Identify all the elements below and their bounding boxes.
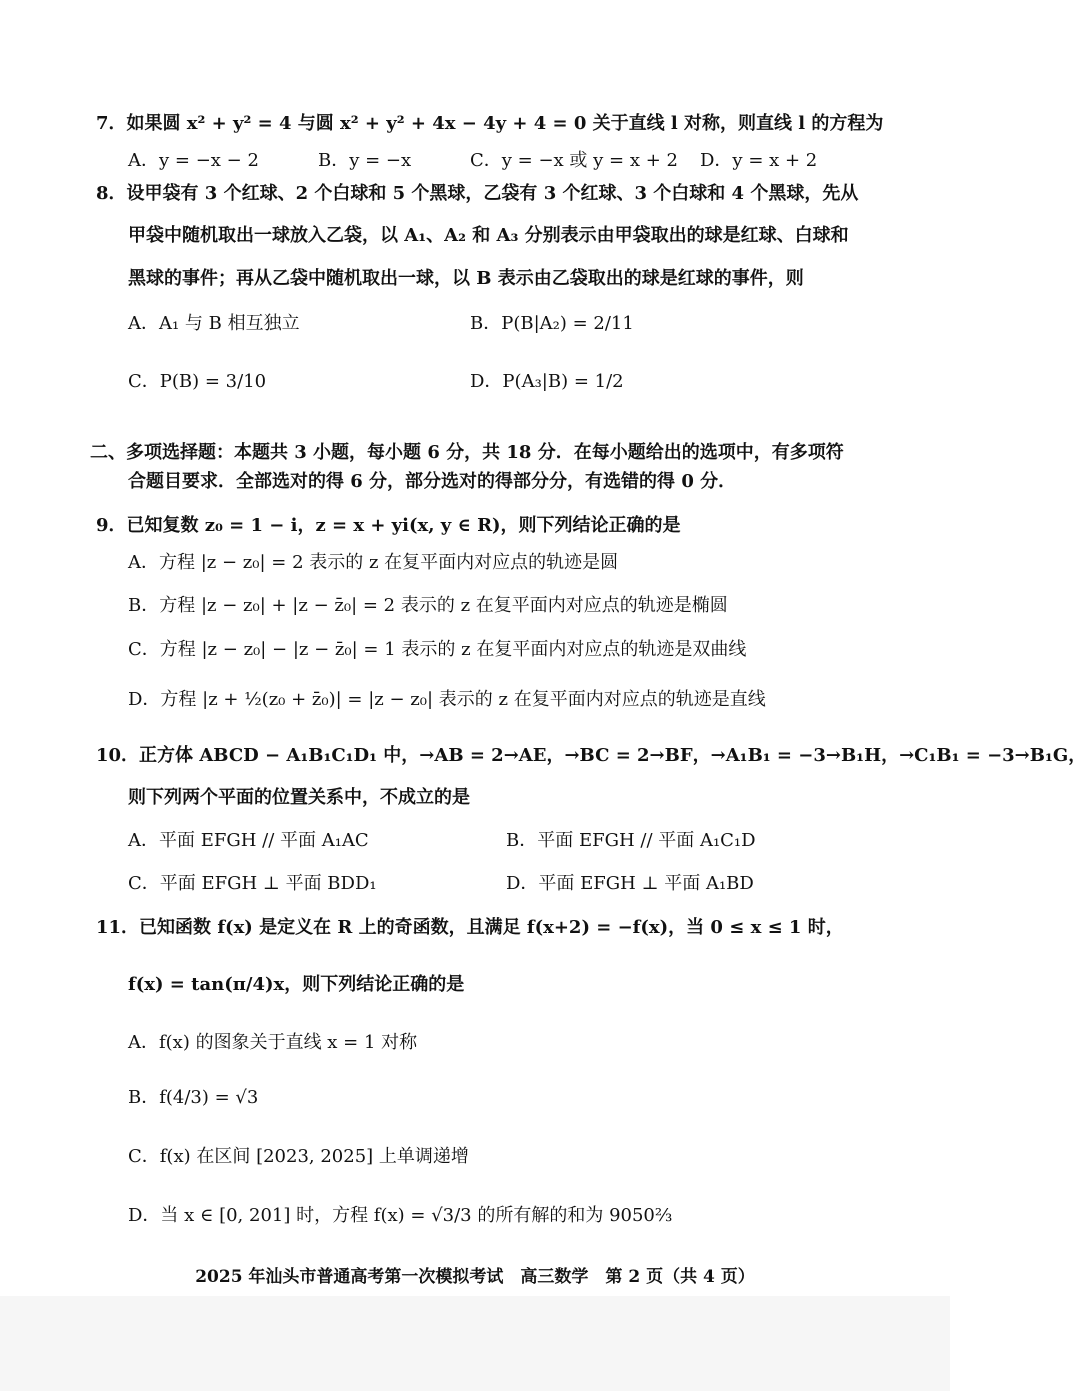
q9-option-d: D．方程 |z + ½(z₀ + z̄₀)| = |z − z₀| 表示的 z 在复平面内对应点的轨迹是直线: [128, 689, 766, 710]
q8-stem-line2: 甲袋中随机取出一球放入乙袋，以 A₁、A₂ 和 A₃ 分别表示由甲袋取出的球是红球、白球和: [128, 225, 849, 246]
q9-stem: 9．已知复数 z₀ = 1 − i，z = x + yi(x, y ∈ R)，则下列结论正确的是: [96, 515, 681, 536]
q10-option-d: D．平面 EFGH ⊥ 平面 A₁BD: [506, 873, 754, 894]
q11-stem: 11．已知函数 f(x) 是定义在 R 上的奇函数，且满足 f(x+2) = −f(x)，当 0 ≤ x ≤ 1 时，: [96, 917, 844, 938]
q8-option-c: C．P(B) = 3/10: [128, 371, 267, 392]
q11-option-a: A．f(x) 的图象关于直线 x = 1 对称: [128, 1032, 418, 1053]
q10-option-a: A．平面 EFGH // 平面 A₁AC: [128, 830, 369, 851]
q8-stem-line1: 8．设甲袋有 3 个红球、2 个白球和 5 个黑球，乙袋有 3 个红球、3 个白球和 4 个黑球，先从: [96, 183, 859, 204]
q10-stem-line2: 则下列两个平面的位置关系中，不成立的是: [128, 787, 470, 808]
q7-stem: 7．如果圆 x² + y² = 4 与圆 x² + y² + 4x − 4y + 4 = 0 关于直线 l 对称，则直线 l 的方程为: [96, 113, 884, 134]
q8-option-b: B．P(B|A₂) = 2/11: [470, 313, 634, 334]
q11-option-d: D．当 x ∈ [0, 201] 时，方程 f(x) = √3/3 的所有解的和为 9050⅔: [128, 1205, 673, 1226]
q9-option-c: C．方程 |z − z₀| − |z − z̄₀| = 1 表示的 z 在复平面内对应点的轨迹是双曲线: [128, 639, 747, 660]
q9-option-b: B．方程 |z − z₀| + |z − z̄₀| = 2 表示的 z 在复平面内对应点的轨迹是椭圆: [128, 595, 728, 616]
section2-line1: 二、多项选择题：本题共 3 小题，每小题 6 分，共 18 分．在每小题给出的选项中，有多项符: [90, 442, 844, 463]
q10-option-b: B．平面 EFGH // 平面 A₁C₁D: [506, 830, 756, 851]
q8-option-a: A．A₁ 与 B 相互独立: [128, 313, 300, 334]
q10-stem: 10．正方体 ABCD − A₁B₁C₁D₁ 中，→AB = 2→AE，→BC = 2→BF，→A₁B₁ = −3→B₁H，→C₁B₁ = −3→B₁G，: [96, 745, 1086, 766]
bottom-margin: [0, 1296, 950, 1391]
q11-stem-line2: f(x) = tan(π/4)x，则下列结论正确的是: [128, 974, 465, 995]
page-footer: 2025 年汕头市普通高考第一次模拟考试 高三数学 第 2 页（共 4 页）: [195, 1267, 755, 1287]
q11-option-b: B．f(4/3) = √3: [128, 1087, 259, 1108]
q7-option-d: D．y = x + 2: [700, 150, 818, 171]
q8-option-d: D．P(A₃|B) = 1/2: [470, 371, 624, 392]
q7-option-c: C．y = −x 或 y = x + 2: [470, 150, 678, 171]
q7-option-a: A．y = −x − 2: [128, 150, 259, 171]
q8-stem-line3: 黑球的事件；再从乙袋中随机取出一球，以 B 表示由乙袋取出的球是红球的事件，则: [128, 268, 804, 289]
q9-option-a: A．方程 |z − z₀| = 2 表示的 z 在复平面内对应点的轨迹是圆: [128, 552, 619, 573]
section2-line2: 合题目要求．全部选对的得 6 分，部分选对的得部分分，有选错的得 0 分．: [128, 471, 737, 492]
q7-option-b: B．y = −x: [318, 150, 412, 171]
q11-option-c: C．f(x) 在区间 [2023, 2025] 上单调递增: [128, 1146, 469, 1167]
q10-option-c: C．平面 EFGH ⊥ 平面 BDD₁: [128, 873, 377, 894]
